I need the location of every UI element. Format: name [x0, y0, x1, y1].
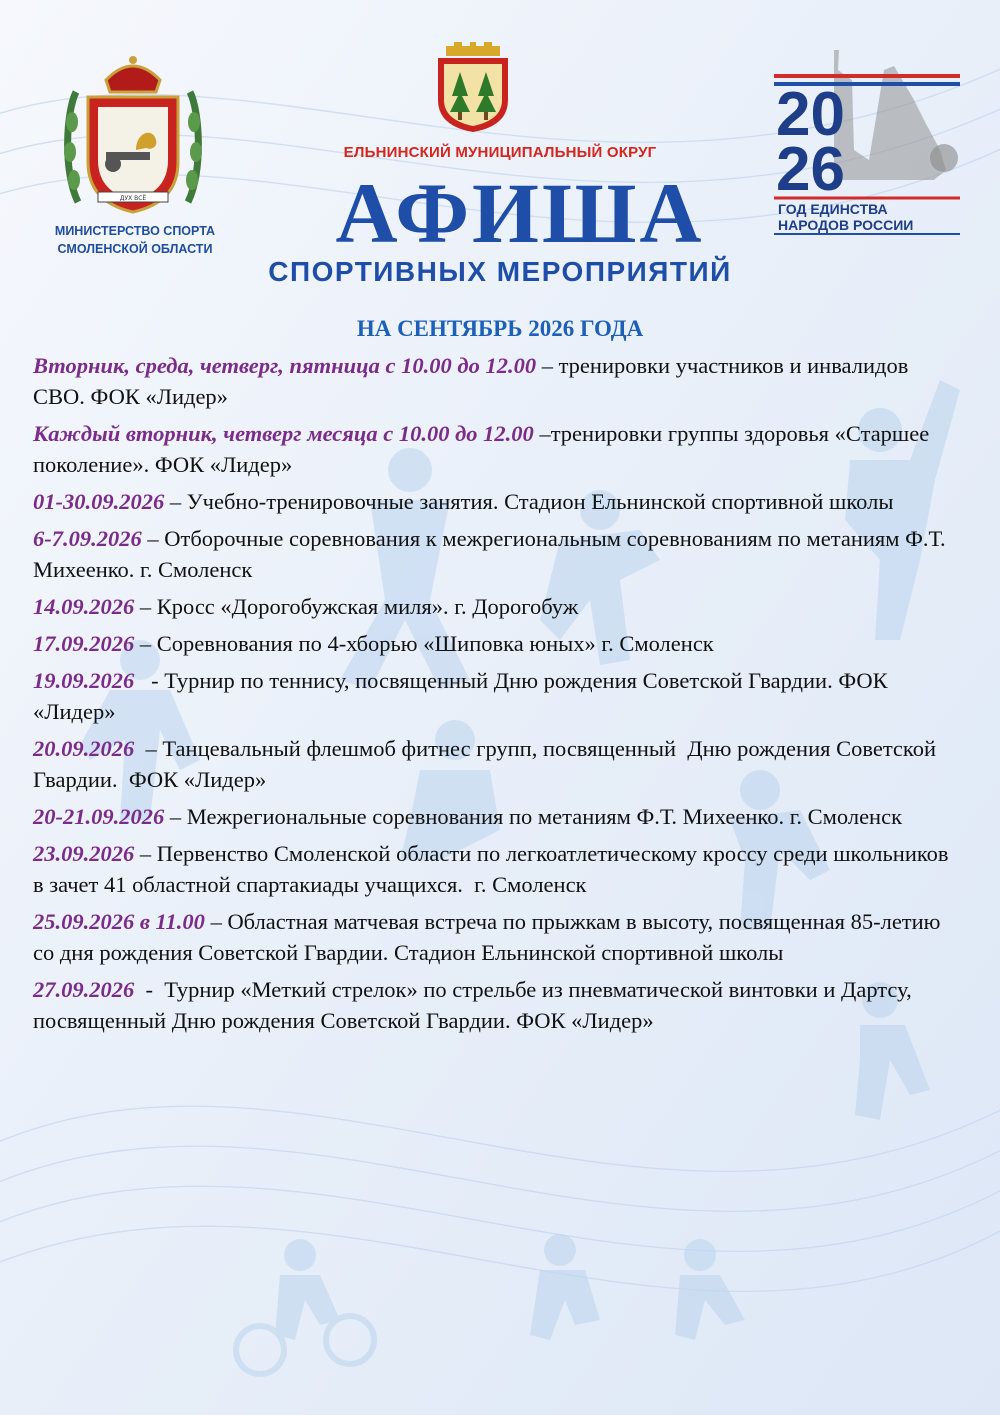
- period-heading: НА СЕНТЯБРЬ 2026 ГОДА: [356, 316, 644, 341]
- year-of-unity-logo-icon: [774, 40, 960, 236]
- event-item: [33, 486, 958, 517]
- events-list: [33, 350, 958, 1042]
- district-name: ЕЛЬНИНСКИЙ МУНИЦИПАЛЬНЫЙ ОКРУГ: [343, 144, 657, 161]
- year-caption-line-2: НАРОДОВ РОССИИ: [778, 217, 914, 233]
- event-description: – Первенство Смоленской области по легкоатлетическому кроссу среди школьников в зачет 41 областной спартакиады учащихся. г. Смоленск: [33, 841, 955, 897]
- event-description: –тренировки группы здоровья «Старшее поколение». ФОК «Лидер»: [33, 421, 935, 477]
- event-date: 19.09.2026: [33, 668, 135, 693]
- event-item: [33, 838, 958, 900]
- event-date: 20.09.2026: [33, 736, 135, 761]
- event-item: [33, 350, 958, 412]
- event-description: - Турнир по теннису, посвященный Дню рождения Советской Гвардии. ФОК «Лидер»: [33, 668, 894, 724]
- crest-motto: ДУХ ВСЁ: [119, 195, 147, 202]
- event-description: – тренировки участников и инвалидов СВО. ФОК «Лидер»: [33, 353, 914, 409]
- event-description: – Соревнования по 4-хборью «Шиповка юных» г. Смоленск: [134, 631, 714, 656]
- event-item: [33, 906, 958, 968]
- event-item: [33, 733, 958, 795]
- event-date: 27.09.2026: [33, 977, 135, 1002]
- event-date: 14.09.2026: [33, 594, 135, 619]
- yelnya-district-crest-icon: [432, 38, 514, 134]
- event-description: – Отборочные соревнования к межрегиональным соревнованиям по метаниям Ф.Т. Михеенко. г. Смоленск: [33, 526, 952, 582]
- event-date: Вторник, среда, четверг, пятница с 10.00 до 12.00: [33, 353, 537, 378]
- smolensk-region-crest-icon: [58, 52, 208, 222]
- event-date: 01-30.09.2026: [33, 489, 165, 514]
- event-item: [33, 523, 958, 585]
- event-description: – Областная матчевая встреча по прыжкам в высоту, посвященная 85-летию со дня рождения Советской Гвардии. Стадион Ельнинской спортивной школы: [33, 909, 947, 965]
- event-item: [33, 628, 958, 659]
- event-date: 6-7.09.2026: [33, 526, 142, 551]
- event-item: [33, 974, 958, 1036]
- ministry-caption: [30, 222, 240, 258]
- year-digits-top: 20: [776, 80, 845, 149]
- event-description: – Кросс «Дорогобужская миля». г. Дорогобуж: [134, 594, 579, 619]
- year-digits-bottom: 26: [776, 135, 845, 204]
- poster-header: [0, 0, 1000, 350]
- event-description: – Танцевальный флешмоб фитнес групп, посвященный Дню рождения Советской Гвардии. ФОК «Лидер»: [33, 736, 942, 792]
- page-subtitle: СПОРТИВНЫХ МЕРОПРИЯТИЙ: [268, 256, 732, 287]
- year-caption-line-1: ГОД ЕДИНСТВА: [778, 201, 888, 217]
- event-date: 25.09.2026 в 11.00: [33, 909, 205, 934]
- event-date: 17.09.2026: [33, 631, 135, 656]
- event-item: [33, 418, 958, 480]
- event-description: – Учебно-тренировочные занятия. Стадион Ельнинской спортивной школы: [164, 489, 894, 514]
- event-item: [33, 801, 958, 832]
- event-date: 20-21.09.2026: [33, 804, 165, 829]
- event-date: Каждый вторник, четверг месяца с 10.00 до 12.00: [33, 421, 534, 446]
- event-date: 23.09.2026: [33, 841, 135, 866]
- event-item: [33, 591, 958, 622]
- event-description: - Турнир «Меткий стрелок» по стрельбе из пневматической винтовки и Дартсу, посвященный Дню рождения Советской Гвардии. ФОК «Лидер»: [33, 977, 918, 1033]
- ministry-caption-line-2: СМОЛЕНСКОЙ ОБЛАСТИ: [57, 242, 213, 256]
- ministry-caption-line-1: МИНИСТЕРСТВО СПОРТА: [54, 224, 216, 238]
- page-title: АФИША: [335, 165, 705, 261]
- event-item: [33, 665, 958, 727]
- event-description: – Межрегиональные соревнования по метаниям Ф.Т. Михеенко. г. Смоленск: [164, 804, 903, 829]
